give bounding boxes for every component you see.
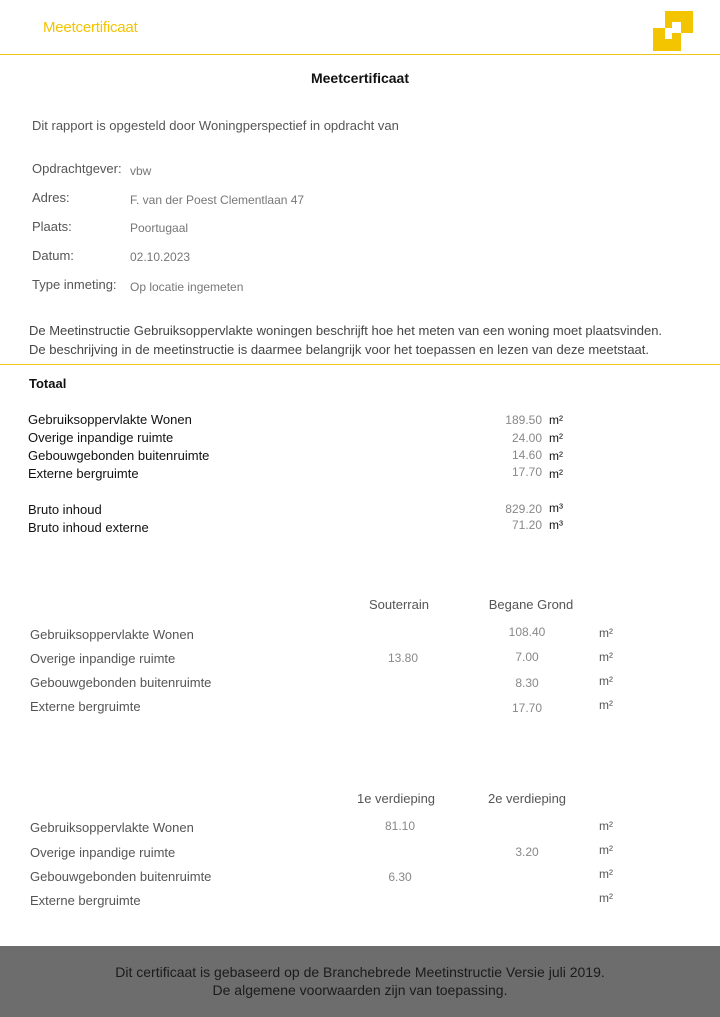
table-row-label: Gebouwgebonden buitenruimte: [30, 675, 212, 690]
totaal-label: Bruto inhoud: [28, 502, 102, 517]
table-row-label: Externe bergruimte: [30, 893, 141, 908]
page-header: [0, 0, 720, 54]
table-cell: 81.10: [384, 819, 416, 833]
table-cell: 13.80: [387, 651, 419, 665]
totaal-label: Overige inpandige ruimte: [28, 430, 174, 445]
table-unit: m²: [599, 843, 613, 857]
totaal-heading: Totaal: [29, 376, 67, 391]
table-unit: m²: [599, 819, 613, 833]
totaal-unit: m²: [549, 413, 563, 427]
table-unit: m²: [599, 650, 613, 664]
totaal-unit: m³: [549, 501, 563, 515]
brand-title: Meetcertificaat: [43, 19, 138, 36]
totaal-value: 829.20: [505, 502, 542, 516]
column-header-souterrain: Souterrain: [369, 597, 429, 612]
table-row-label: Externe bergruimte: [30, 699, 141, 714]
totaal-label: Bruto inhoud externe: [28, 520, 149, 535]
totaal-unit: m²: [549, 467, 563, 481]
table-cell: 8.30: [515, 676, 539, 690]
table-unit: m²: [599, 891, 613, 905]
field-label-datum: Datum:: [32, 248, 74, 263]
field-label-type-inmeting: Type inmeting:: [32, 277, 117, 292]
table-unit: m²: [599, 626, 613, 640]
totaal-value: 189.50: [505, 413, 542, 427]
totaal-unit: m²: [549, 431, 563, 445]
table-cell: 17.70: [511, 701, 543, 715]
table-unit: m²: [599, 867, 613, 881]
field-value-adres: F. van der Poest Clementlaan 47: [130, 193, 305, 207]
intro-text: Dit rapport is opgesteld door Woningperspectief in opdracht van: [32, 118, 399, 133]
totaal-label: Gebouwgebonden buitenruimte: [28, 448, 210, 463]
table-cell: 7.00: [515, 650, 539, 664]
field-value-opdrachtgever: vbw: [130, 164, 152, 178]
totaal-unit: m²: [549, 449, 563, 463]
column-header-1e-verdieping: 1e verdieping: [356, 791, 436, 806]
table-row-label: Gebruiksoppervlakte Wonen: [30, 627, 194, 642]
field-value-plaats: Poortugaal: [130, 221, 189, 235]
table-row-label: Gebouwgebonden buitenruimte: [30, 869, 212, 884]
field-label-adres: Adres:: [32, 190, 70, 205]
header-divider: [0, 54, 720, 55]
table-row-label: Overige inpandige ruimte: [30, 845, 176, 860]
description-paragraph: [29, 321, 699, 359]
table-unit: m²: [599, 674, 613, 688]
description-line-2: De beschrijving in de meetinstructie is daarmee belangrijk voor het toepassen en lezen van deze meetstaat.: [29, 342, 650, 357]
totaal-label: Externe bergruimte: [28, 466, 139, 481]
table-unit: m²: [599, 698, 613, 712]
table-cell: 108.40: [508, 625, 546, 639]
column-header-begane-grond: Begane Grond: [488, 597, 574, 612]
totaal-value: 14.60: [511, 448, 542, 462]
field-value-datum: 02.10.2023: [130, 250, 191, 264]
field-label-opdrachtgever: Opdrachtgever:: [32, 161, 122, 176]
description-line-1: De Meetinstructie Gebruiksoppervlakte woningen beschrijft hoe het meten van een woning moet plaatsvinden.: [29, 323, 663, 338]
table-row-label: Gebruiksoppervlakte Wonen: [30, 820, 194, 835]
field-value-type-inmeting: Op locatie ingemeten: [130, 280, 244, 294]
table-cell: 3.20: [515, 845, 539, 859]
table-cell: 6.30: [388, 870, 412, 884]
totaal-unit: m³: [549, 518, 563, 532]
totaal-value: 24.00: [511, 431, 542, 445]
logo-icon: [652, 10, 694, 52]
totaal-value: 71.20: [511, 518, 542, 532]
field-label-plaats: Plaats:: [32, 219, 72, 234]
column-header-2e-verdieping: 2e verdieping: [487, 791, 567, 806]
section-divider: [0, 364, 720, 365]
totaal-value: 17.70: [511, 465, 542, 479]
totaal-label: Gebruiksoppervlakte Wonen: [28, 412, 192, 427]
table-row-label: Overige inpandige ruimte: [30, 651, 176, 666]
document-title: Meetcertificaat: [310, 70, 410, 86]
page-footer: [0, 946, 720, 1017]
footer-line-1: Dit certificaat is gebaseerd op de Branchebrede Meetinstructie Versie juli 2019.: [115, 964, 605, 980]
footer-line-2: De algemene voorwaarden zijn van toepassing.: [212, 982, 508, 998]
